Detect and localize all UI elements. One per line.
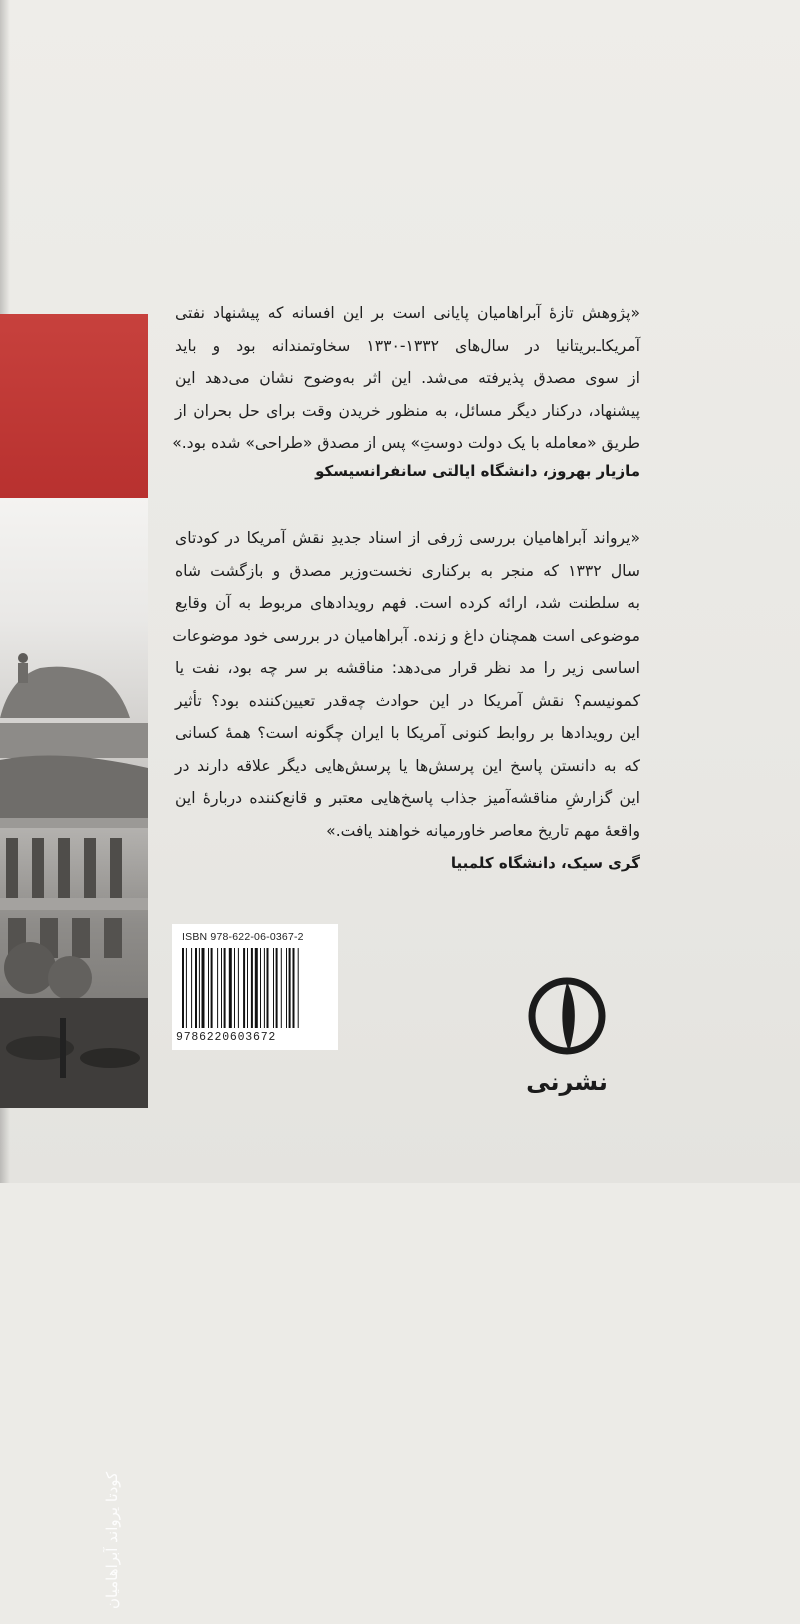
- isbn-label: ISBN 978-622-06-0367-2: [182, 931, 304, 943]
- quote-line: «یرواند آبراهامیان بررسی ژرفی از اسناد جدیدِ نقش آمریکا در کودتای: [175, 529, 640, 547]
- barcode-bar: [208, 948, 209, 1028]
- publisher-name: نشرنی: [526, 1068, 608, 1096]
- isbn-barcode: [172, 924, 338, 1050]
- quote-line: سال ۱۳۳۲ که منجر به برکناری نخست‌وزیر مصدق و بازگشت شاه: [175, 561, 641, 580]
- barcode-bar: [217, 948, 218, 1028]
- barcode-bar: [195, 948, 197, 1028]
- quote-line: این گزارشِ مناقشه‌آمیز جذاب پاسخ‌هایی معتبر و قانع‌کننده دربارهٔ این: [175, 789, 640, 807]
- barcode-bar: [221, 948, 222, 1028]
- barcode-bar: [234, 948, 235, 1028]
- barcode-bar: [224, 948, 226, 1028]
- quote-line: اساسی زیر را مد نظر قرار می‌دهد: مناقشه بر سر چه بود، نفت یا: [175, 659, 640, 677]
- ney-logo-icon: [528, 968, 606, 1064]
- attribution-behrooz: مازیار بهروز، دانشگاه ایالتی سانفرانسیسکو: [315, 462, 640, 480]
- barcode-bar: [238, 948, 239, 1028]
- barcode-bar: [191, 948, 192, 1028]
- barcode-bar: [260, 948, 261, 1028]
- barcode-bar: [199, 948, 200, 1028]
- barcode-bars: [182, 948, 328, 1030]
- barcode-bar: [293, 948, 295, 1028]
- barcode-bar: [281, 948, 282, 1028]
- barcode-bar: [289, 948, 291, 1028]
- barcode-bar: [264, 948, 265, 1028]
- quote-line: کمونیسم؟ نقش آمریکا در این حوادث چه‌قدر تعیین‌کننده بود؟ تأثیر: [175, 691, 640, 710]
- barcode-bar: [286, 948, 287, 1028]
- barcode-bar: [211, 948, 213, 1028]
- barcode-bar: [255, 948, 258, 1028]
- quote-line: طریق «معامله با یک دولت دوستِ» پس از مصدق «طراحی» شده بود.»: [172, 434, 640, 452]
- barcode-bar: [276, 948, 278, 1028]
- quote-line: این رویدادها بر روابط کنونی آمریکا با ایران چگونه است؟ همهٔ کسانی: [175, 724, 640, 742]
- barcode-bar: [298, 948, 299, 1028]
- barcode-bar: [202, 948, 205, 1028]
- barcode-number: 9786220603672: [176, 1031, 277, 1044]
- quote-behrooz: [172, 297, 640, 460]
- parliament-building-image: [0, 498, 148, 1108]
- barcode-bar: [251, 948, 253, 1028]
- quote-line: پیشنهاد، درکنار دیگر مسائل، به منظور خریدن وقت برای حل بحران از: [175, 401, 640, 420]
- quote-line: به سلطنت شد، ارائه کرده است. فهم رویدادهای مربوط به آن وقایع: [175, 594, 640, 612]
- barcode-bar: [229, 948, 232, 1028]
- barcode-bar: [267, 948, 269, 1028]
- quote-line: واقعهٔ مهم تاریخ معاصر خاورمیانه خواهند یافت.»: [326, 821, 640, 840]
- quote-sick: [172, 522, 641, 847]
- barcode-bar: [273, 948, 274, 1028]
- barcode-bar: [243, 948, 245, 1028]
- barcode-bar: [186, 948, 187, 1028]
- red-color-band: [0, 314, 148, 498]
- barcode-bar: [247, 948, 248, 1028]
- quote-line: که به دانستن پاسخ این پرسش‌ها یا پرسش‌هایی دیگر علاقه دارند در: [175, 756, 640, 775]
- building-photo: [0, 498, 148, 1609]
- quote-line: از سوی مصدق پذیرفته می‌شد. این اثر به‌وضوح نشان می‌دهد این: [175, 369, 640, 387]
- attribution-sick: گری سیک، دانشگاه کلمبیا: [450, 854, 640, 872]
- quote-line: موضوعی است همچنان داغ و زنده. آبراهامیان در بررسی خود موضوعات: [172, 626, 640, 645]
- spine-title-text: کودتا یرواند آبراهامیان: [103, 1471, 121, 1609]
- quote-line: «پژوهش تازهٔ آبراهامیان پایانی است بر این افسانه که پیشنهاد نفتی: [175, 304, 640, 322]
- quote-line: آمریکا‌ـ‌بریتانیا در سال‌های ۱۳۳۲-۱۳۳۰ سخاوتمندانه بود و باید: [175, 336, 640, 355]
- barcode-bar: [182, 948, 184, 1028]
